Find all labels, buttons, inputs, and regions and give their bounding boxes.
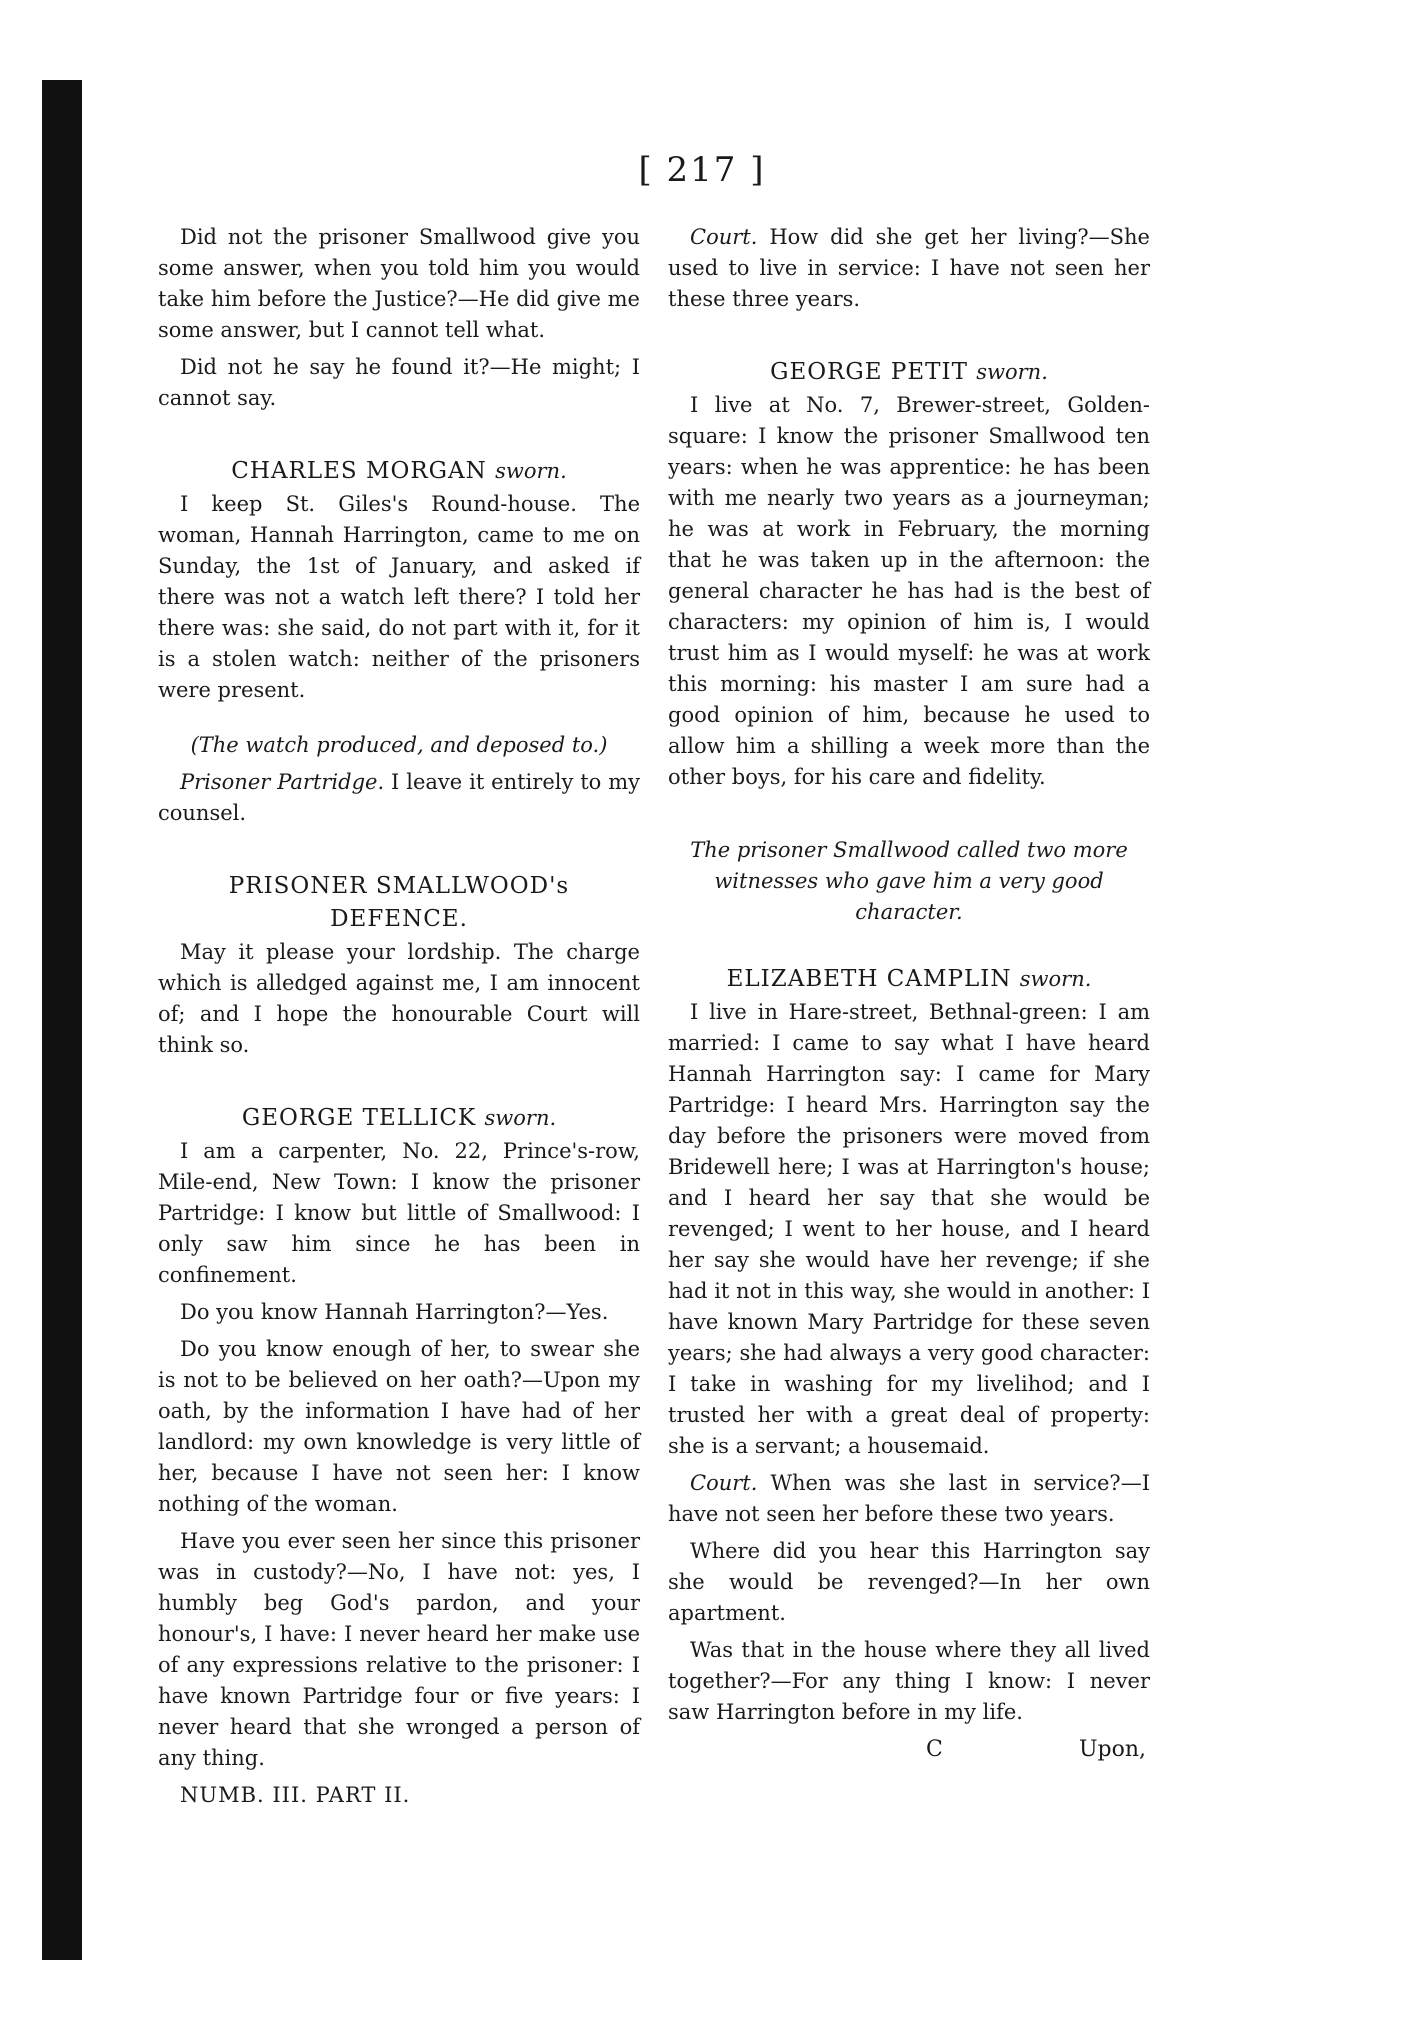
testimony: I am a carpenter, No. 22, Prince's-row, Mile-end, New Town: I know the prisoner Partridge: I know but little of Smallwood: I only saw him since he has been in confinement. — [158, 1139, 640, 1287]
page-number: [ 217 ] — [638, 150, 766, 190]
testimony: May it please your lordship. The charge which is alledged against me, I am innocent of; and I hope the honourable Court will think so. — [158, 940, 640, 1057]
sworn-label: sworn. — [976, 360, 1048, 384]
speech-text: When was she last in service?—I have not seen her before these two years. — [668, 1471, 1150, 1526]
question: Do you know Hannah Harrington?—Yes. — [180, 1300, 609, 1324]
question: Was that in the house where they all lived together?—For any thing I know: I never saw Harrington before in my life. — [668, 1638, 1150, 1724]
witness-name: ELIZABETH CAMPLIN — [726, 966, 1012, 992]
defence-heading-2: DEFENCE. — [330, 906, 468, 932]
stage-note: The prisoner Smallwood called two more witnesses who gave him a very good character. — [690, 838, 1128, 924]
speech-text: How did she get her living?—She used to live in service: I have not seen her these three years. — [668, 225, 1150, 311]
paragraph: Did not the prisoner Smallwood give you some answer, when you told him you would take him before the Justice?—He did give me some answer, but I cannot tell what. — [158, 225, 640, 342]
witness-name: GEORGE TELLICK — [241, 1105, 477, 1131]
catchword: Upon, — [1078, 1737, 1146, 1762]
defence-heading: PRISONER SMALLWOOD's — [228, 873, 570, 899]
left-column — [158, 222, 640, 1811]
question: Where did you hear this Harrington say she would be revenged?—In her own apartment. — [668, 1539, 1150, 1625]
binding-edge — [42, 80, 82, 1960]
catchword-line — [668, 1734, 1150, 1765]
sworn-label: sworn. — [495, 459, 567, 483]
right-column — [668, 222, 1150, 1765]
speaker-label: Prisoner Partridge. — [180, 770, 385, 794]
stage-note: (The watch produced, and deposed to.) — [190, 733, 608, 757]
signature-footer: NUMB. III. PART II. — [180, 1783, 411, 1807]
testimony: I live in Hare-street, Bethnal-green: I am married: I came to say what I have heard Hannah Harrington say: I came for Mary Partridge: I heard Mrs. Harrington say the day before the prisoners were moved from Bridewell here; I was at Harrington's house; and I heard her say that she would be revenged; I went to her house, and I heard her say she would have her revenge; if she had it not in this way, she would in another: I have known Mary Partridge for these seven years; she had always a very good character: I take in washing for my livelihod; and I trusted her with a great deal of property: she is a servant; a housemaid. — [668, 1000, 1150, 1458]
speaker-label: Court. — [690, 225, 758, 249]
testimony: I live at No. 7, Brewer-street, Golden-square: I know the prisoner Smallwood ten years: when he was apprentice: he has been with me nearly two years as a journeyman; he was at work in February, the morning that he was taken up in the afternoon: the general character he has had is the best of characters: my opinion of him is, I would trust him as I would myself: he was at work this morning: his master I am sure had a good opinion of him, because he used to allow him a shilling a week more than the other boys, for his care and fidelity. — [668, 393, 1150, 789]
witness-heading — [668, 357, 1150, 388]
sworn-label: sworn. — [484, 1106, 557, 1130]
witness-heading — [158, 456, 640, 487]
witness-heading — [158, 1103, 640, 1134]
testimony — [158, 767, 640, 829]
paragraph: Did not he say he found it?—He might; I cannot say. — [158, 355, 640, 410]
testimony — [668, 1468, 1150, 1530]
signature-mark: C — [926, 1737, 943, 1762]
witness-name: CHARLES MORGAN — [231, 458, 487, 484]
question: Do you know enough of her, to swear she is not to be believed on her oath?—Upon my oath, by the information I have had of her landlord: my own knowledge is very little of her, because I have not seen her: I know nothing of the woman. — [158, 1337, 640, 1516]
speech-text: I leave it entirely to my counsel. — [158, 770, 640, 825]
speaker-label: Court. — [690, 1471, 758, 1495]
testimony: I keep St. Giles's Round-house. The woman, Hannah Harrington, came to me on Sunday, the 1st of January, and asked if there was not a watch left there? I told her there was: she said, do not part with it, for it is a stolen watch: neither of the prisoners were present. — [158, 492, 640, 702]
witness-heading — [668, 964, 1150, 995]
question: Have you ever seen her since this prisoner was in custody?—No, I have not: yes, I humbly beg God's pardon, and your honour's, I have: I never heard her make use of any expressions relative to the prisoner: I have known Partridge four or five years: I never heard that she wronged a person of any thing. — [158, 1529, 640, 1770]
testimony — [668, 222, 1150, 315]
sworn-label: sworn. — [1019, 967, 1092, 991]
witness-name: GEORGE PETIT — [770, 359, 968, 385]
